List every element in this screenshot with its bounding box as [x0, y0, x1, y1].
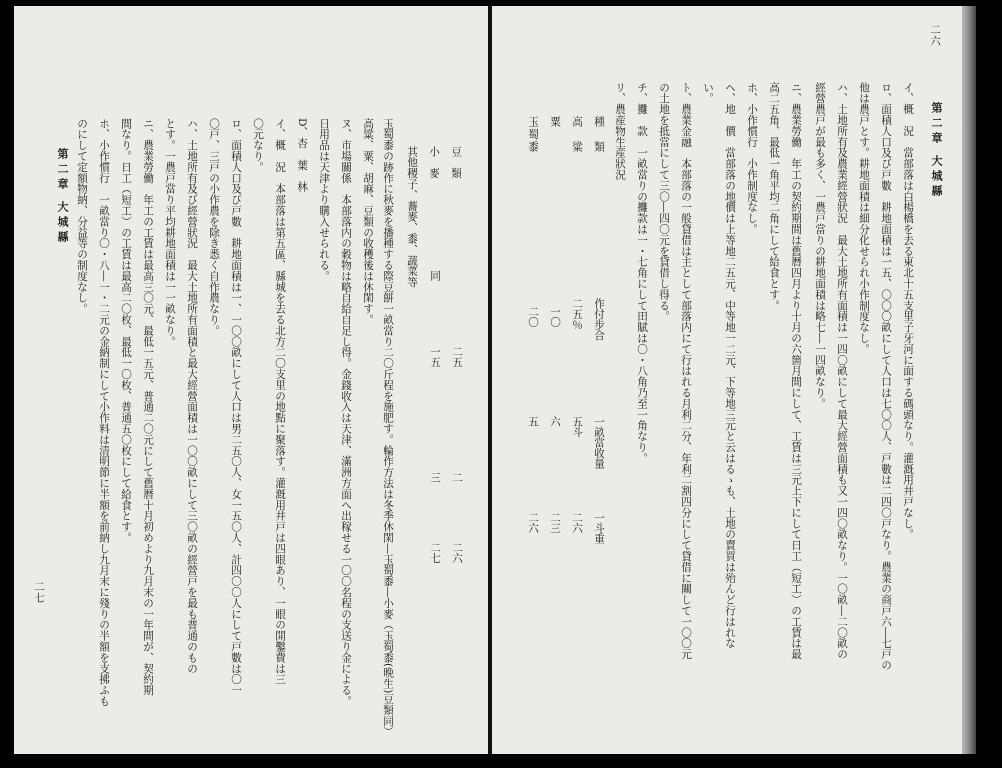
text-column: 他は農戸とす。耕地面積は細分化せられ小作制度なし。: [858, 82, 870, 355]
running-header: 第二章 大城縣: [930, 102, 943, 200]
table-cell: 二三: [549, 512, 561, 534]
running-header: 第二章 大城縣: [56, 148, 69, 246]
text-column: のにして定額物納、分益等の制度なし。: [76, 118, 88, 315]
text-column: ヘ、地 價 當部落の地價は上等地二五元、中等地一二元、下等地三元と云はるゝも、土地の賣買は殆んど行はれな: [724, 82, 736, 649]
text-column: ト、農業金融 本部落の一般貸借は主として部落内にて行はれる月利二分、年利二割四分にして貸借に關して一〇〇元: [680, 82, 692, 660]
text-column: ハ、土地所有及び經營狀況 最大土地所有面積と最大經營面積は一〇〇畝にして三〇畝の經營戸を最も普通のもの: [186, 118, 198, 674]
table-cell: 同: [429, 270, 441, 281]
table-row: 高 粱: [571, 116, 583, 154]
text-column: D、杏 葉 林: [296, 118, 308, 193]
text-column: チ、攤 款 一畝當りの攤款は一・七角にして田賦は〇・八角乃至一角なり。: [636, 82, 648, 464]
table-header: 種 類: [593, 116, 605, 154]
text-column: ニ、農業勞働 年工の工賃は最高三〇元、最低一五元、普通二〇元にして舊暦十月初めより九月末の一年間が、契約期: [142, 118, 154, 696]
text-column: ロ、面積人口及び戸數 耕地面積は一、一〇〇畝にして人口は男二五〇人、女一五〇人、計四〇〇人にして戸數は〇一: [230, 118, 242, 696]
right-page: [492, 6, 976, 754]
text-column: 高二五角、最低一角平均二角にして給食とす。: [768, 82, 780, 311]
text-column: ヌ、市場關係 本部落内の穀物は略自給自足し得。金錢收入は天津、滿洲方面へ出稼せる一〇〇名程の支送り金による。: [340, 118, 352, 707]
table-row: 粟: [549, 116, 561, 129]
table-cell: 一斗重: [593, 512, 605, 544]
text-column: 豆 類: [450, 146, 462, 179]
table-row: 玉蜀黍: [527, 116, 539, 154]
text-column: とす。一農戸當り平均耕地面積は一一畝なり。: [164, 118, 176, 347]
text-column: ロ、面積人口及び戸數 耕地面積は一五、〇〇〇畝にして人口は七〇〇人、戸數は二四〇戸なり。農業の商戸六―七戸の: [880, 82, 892, 671]
text-column: リ、農産物生産狀況: [614, 82, 626, 181]
text-column: ホ、小作慣行 一畝當り〇・八―一・二元の金納制にして小作料は清明節に半額を前納し九月末に殘りの半額を支拂ふも: [98, 118, 110, 707]
page-number: 二六: [929, 24, 941, 47]
table-cell: 二〇: [527, 306, 539, 328]
table-cell: 三: [429, 472, 441, 483]
text-column: ホ、小作慣行 小作制度なし。: [746, 82, 758, 235]
text-column: 〇元なり。: [252, 118, 264, 173]
text-column: 高粱、粟、胡麻、豆類の收穫後は休閑す。: [362, 118, 374, 326]
table-cell: 五斗: [571, 416, 583, 438]
text-column: ハ、土地所有及農業經營狀況 最大土地所有面積は一四〇畝にして最大經營面積も又一四〇畝なり。一〇畝―二〇畝の: [836, 82, 848, 660]
text-column: 日用品は天津より購入せられる。: [318, 118, 330, 282]
text-column: イ、概 況 本部落は第五區、縣城を去る北方二〇支里の地點に聚落す。灌漑用井戸は四眼あり、一眼の開鑿費は三: [274, 118, 286, 685]
text-column: の土地を抵當にして三〇―四〇元を貸借し得る。: [658, 82, 670, 322]
page-edge: [962, 6, 976, 754]
table-cell: 二六: [451, 542, 463, 564]
text-column: ニ、農業勞働 年工の契約期間は舊暦四月より十月の六箇月間にして、工賃は三元上下にして日工（短工）の工賃は最: [790, 82, 802, 660]
text-column: イ、概 況 當部落は白楊橋を去る東北十五支里子牙河に面する碼頭なり。灌漑用井戸なし。: [902, 82, 914, 540]
left-page: [14, 6, 488, 754]
text-column: 小 麥: [428, 146, 440, 179]
table-cell: 一五: [429, 346, 441, 368]
table-cell: 二五: [451, 346, 463, 368]
table-cell: 二五％: [571, 298, 583, 330]
table-cell: 六: [549, 416, 561, 427]
text-column: 玉蜀黍の跡作に秋麥を播種する際豆餅一畝當り二〇斤程を施肥す。輪作方法は冬季休閑―玉蜀黍―小麥（玉蜀黍(晩生)豆類同）: [382, 118, 394, 738]
table-cell: 一〇: [549, 306, 561, 328]
page-number: 二七: [33, 581, 45, 604]
table-cell: 二六: [527, 512, 539, 534]
book-spread: [14, 6, 976, 754]
table-cell: 二七: [429, 542, 441, 564]
table-cell: 二六: [571, 512, 583, 534]
table-cell: 五: [527, 416, 539, 427]
text-column: い。: [702, 82, 714, 104]
text-column: 經營農戸が最も多く、一農戸當りの耕地面積は略七―一四畝なり。: [814, 82, 826, 409]
table-header: 一畝當收量: [593, 416, 605, 469]
text-column: 間なり。日工（短工）の工賃は最高二〇枚、最低一〇枚、普通五〇枚にして給食とす。: [120, 118, 132, 544]
text-column: 〇戸、三戸の小作農を除き悉く自作農なり。: [208, 118, 220, 336]
table-header: 作付步合: [593, 298, 605, 341]
table-cell: 二: [451, 472, 463, 483]
text-column: 其他稷子、蕎麥、黍、蔬菜等: [406, 146, 418, 288]
